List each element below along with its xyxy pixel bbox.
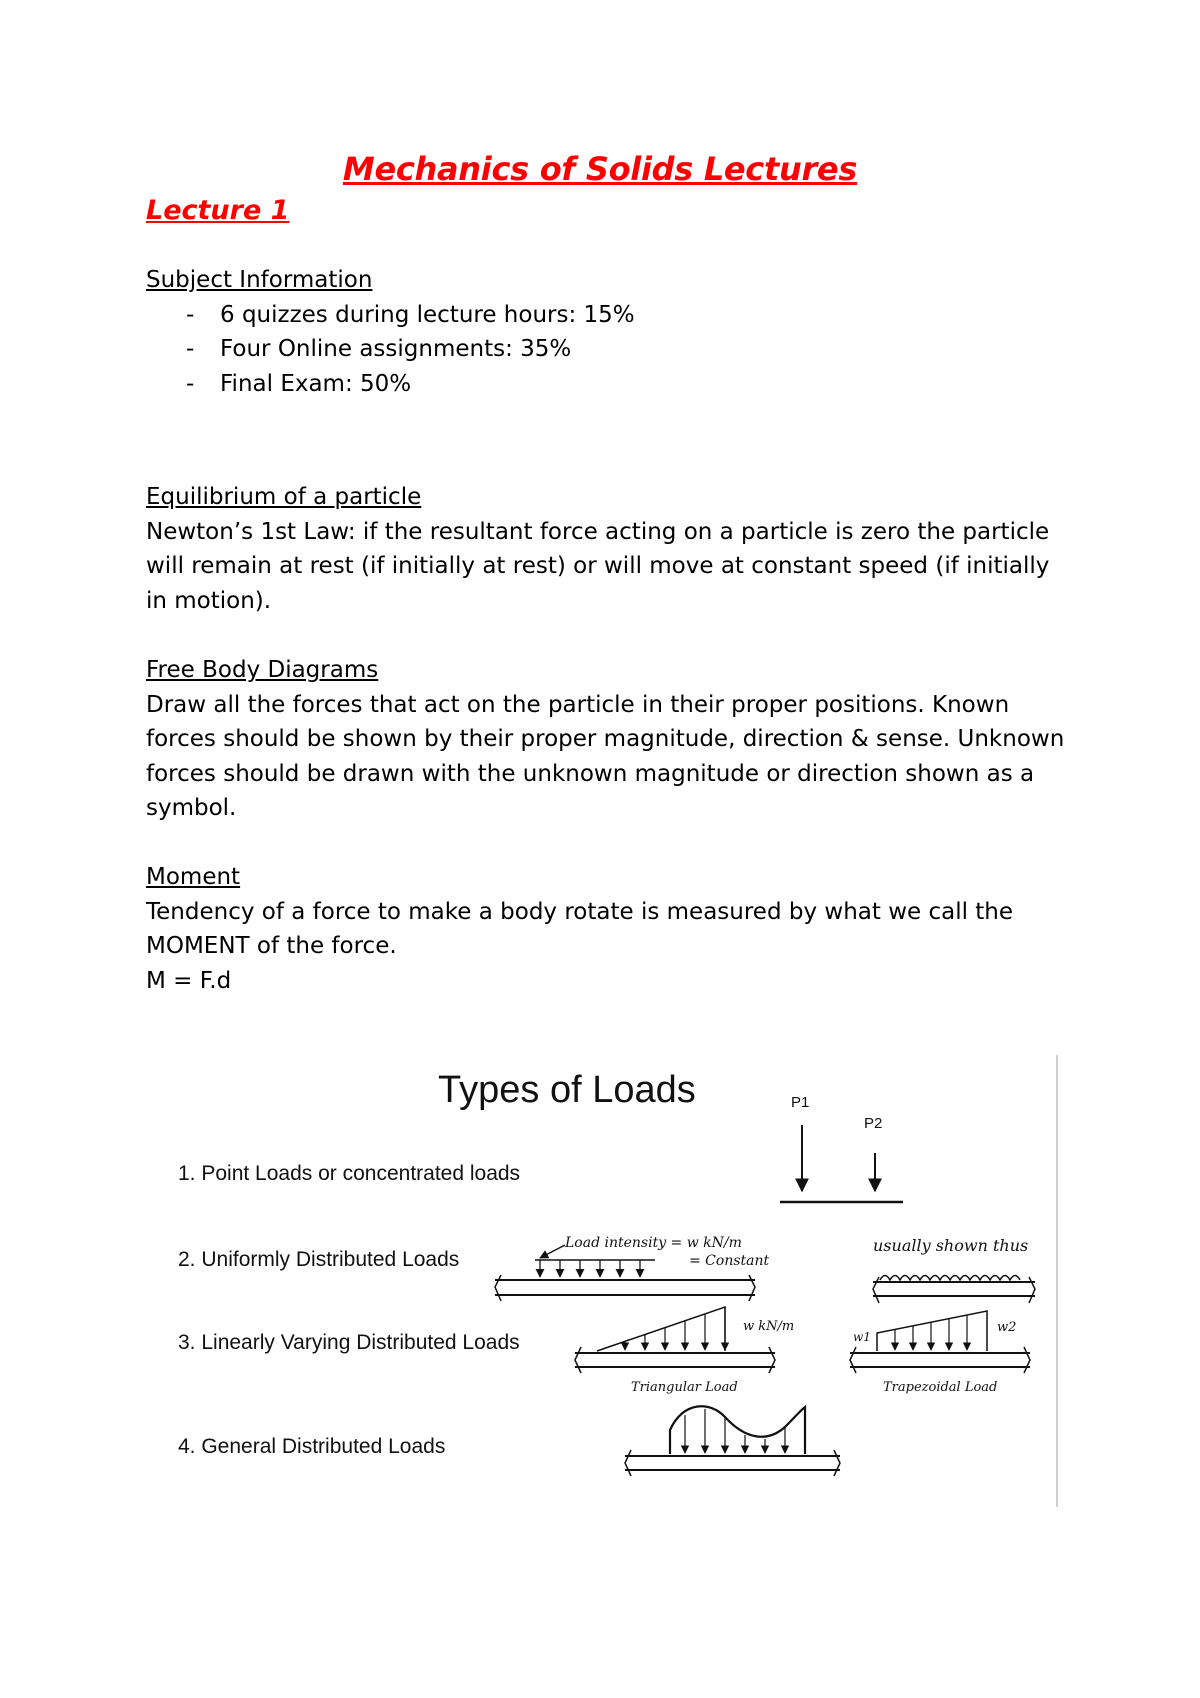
moment-text: Tendency of a force to make a body rotate is measured by what we call the MOMENT of the force.: [146, 898, 1014, 960]
equilibrium-text: Newton’s 1st Law: if the resultant force acting on a particle is zero the particle will remain at rest (if initially at rest) or will move at constant speed (if initially in motion).: [146, 518, 1050, 614]
triangular-load-label: Triangular Load: [631, 1380, 738, 1395]
udl-usually-label: usually shown thus: [873, 1236, 1029, 1255]
list-item: - Final Exam: 50%: [146, 367, 1066, 402]
moment-formula: M = F.d: [146, 967, 232, 994]
list-item: - 6 quizzes during lecture hours: 15%: [146, 298, 1066, 333]
udl-break-left: [495, 1275, 501, 1301]
free-body-diagrams-section: [146, 653, 1066, 826]
figure-title: Types of Loads: [438, 1069, 696, 1111]
types-of-loads-figure: [135, 1055, 1060, 1507]
general-break-right: [834, 1450, 840, 1476]
triangular-break-right: [769, 1347, 775, 1373]
udl-shorthand-break-left: [873, 1277, 879, 1303]
load-type-uniform: 2. Uniformly Distributed Loads: [178, 1248, 460, 1271]
udl-shorthand-waves: [880, 1276, 1020, 1281]
moment-section: [146, 860, 1066, 998]
trapezoidal-load-outline: [877, 1311, 987, 1351]
udl-diagram: [495, 1235, 1035, 1303]
general-break-left: [625, 1450, 631, 1476]
p2-label: P2: [864, 1115, 883, 1132]
udl-intensity-label: Load intensity = w kN/m: [565, 1235, 742, 1251]
types-of-loads-diagram: [135, 1055, 1060, 1507]
w1-label: w1: [853, 1330, 871, 1344]
w2-label: w2: [997, 1320, 1017, 1335]
trapezoidal-load-diagram: [850, 1311, 1030, 1395]
trapezoidal-load-label: Trapezoidal Load: [883, 1380, 998, 1395]
general-load-diagram: [625, 1406, 840, 1476]
load-type-general: 4. General Distributed Loads: [178, 1435, 446, 1458]
triangular-intensity-label: w kN/m: [743, 1319, 795, 1334]
equilibrium-heading: Equilibrium of a particle: [146, 484, 422, 510]
triangular-break-left: [575, 1347, 581, 1373]
trapezoidal-break-left: [850, 1347, 856, 1373]
document-title: Mechanics of Solids Lectures: [342, 150, 858, 188]
p1-label: P1: [791, 1094, 810, 1111]
subject-info-list: [146, 298, 1066, 402]
udl-constant-label: = Constant: [689, 1253, 770, 1269]
triangular-load-diagram: [575, 1307, 794, 1395]
free-body-diagrams-text: Draw all the forces that act on the particle in their proper positions. Known forces should be shown by their proper magnitude, direction & sense. Unknown forces should be drawn with the unknown magnitude or direction shown as a symbol.: [146, 691, 1065, 822]
lecture-label: Lecture 1: [146, 195, 290, 226]
point-load-diagram: [780, 1094, 903, 1202]
equilibrium-section: [146, 480, 1066, 618]
udl-shorthand-break-right: [1029, 1277, 1035, 1303]
triangular-load-outline: [597, 1307, 725, 1351]
free-body-diagrams-heading: Free Body Diagrams: [146, 657, 379, 683]
trapezoidal-break-right: [1024, 1347, 1030, 1373]
udl-break-right: [749, 1275, 755, 1301]
load-type-linear: 3. Linearly Varying Distributed Loads: [178, 1331, 520, 1354]
list-item: - Four Online assignments: 35%: [146, 332, 1066, 367]
moment-heading: Moment: [146, 864, 241, 890]
load-type-point: 1. Point Loads or concentrated loads: [178, 1162, 521, 1185]
subject-info-heading: Subject Information: [146, 267, 373, 293]
subject-info-section: [146, 263, 1066, 401]
udl-leader-arrow: [540, 1245, 565, 1258]
